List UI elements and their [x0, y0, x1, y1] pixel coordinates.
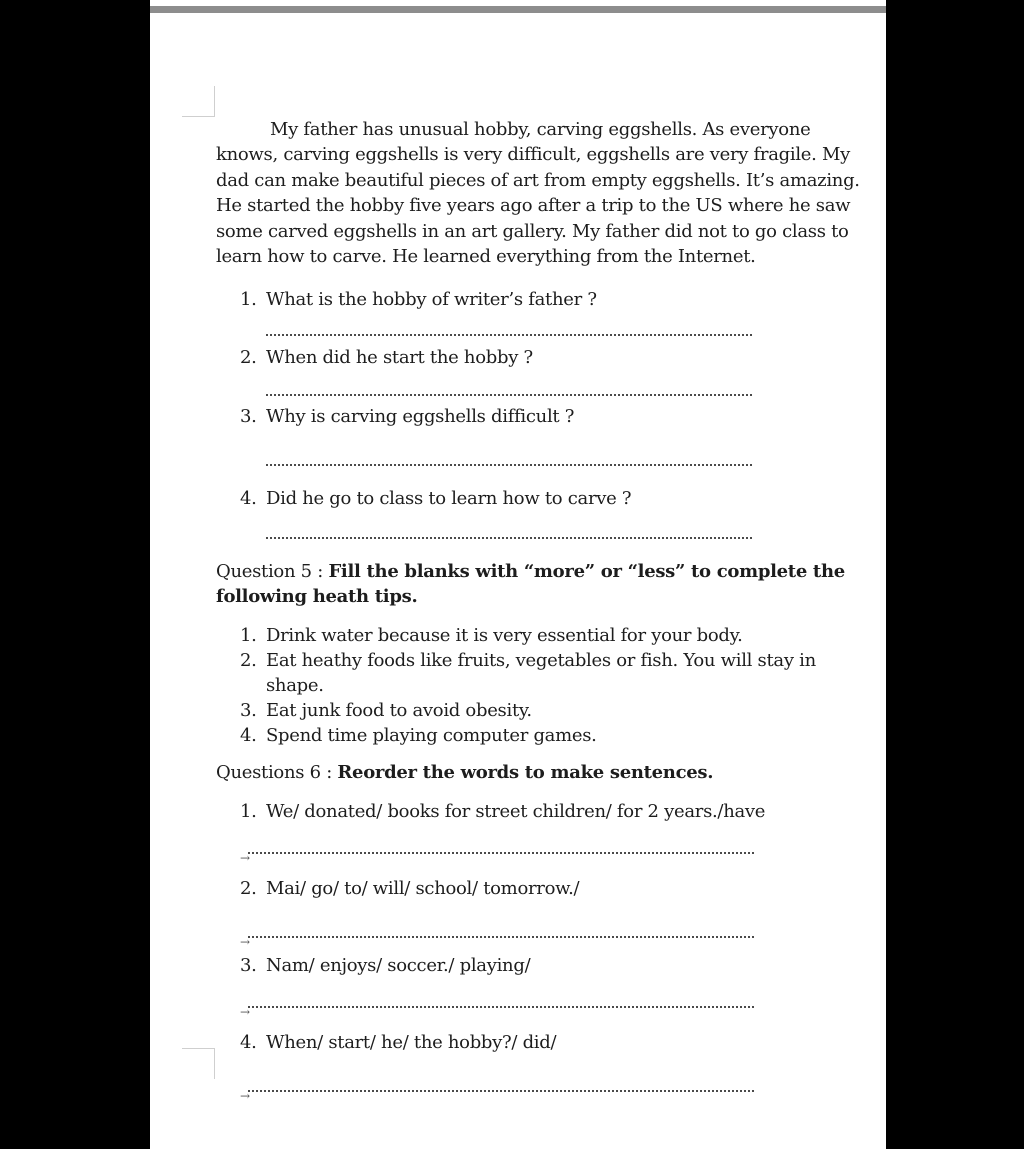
passage-line: learn how to carve. He learned everything from the Internet.	[216, 246, 756, 268]
tip-number: 3.	[240, 700, 257, 722]
question5-instruction: Fill the blanks with “more” or “less” to complete the	[328, 561, 845, 583]
reorder-number: 3.	[240, 955, 257, 977]
margin-corner-mark-bottom	[182, 1048, 215, 1079]
arrow-icon: →	[240, 935, 250, 950]
arrow-icon: →	[240, 851, 250, 866]
page-top-border	[150, 6, 886, 13]
question-text: When did he start the hobby ?	[266, 347, 533, 369]
question-text: Why is carving eggshells difficult ?	[266, 406, 575, 428]
tip-text: Spend time playing computer games.	[266, 725, 597, 747]
tip-text: Drink water because it is very essential for your body.	[266, 625, 743, 647]
tip-item	[216, 698, 884, 723]
question-item	[216, 404, 884, 466]
question6-label: Questions 6 :	[216, 762, 338, 784]
reorder-item	[216, 799, 884, 866]
reorder-text: When/ start/ he/ the hobby?/ did/	[266, 1032, 557, 1054]
tip-text: Eat heathy foods like fruits, vegetables or fish. You will stay in	[266, 650, 816, 672]
answer-line[interactable]	[266, 334, 752, 336]
answer-line[interactable]	[266, 537, 752, 539]
tip-item	[216, 723, 884, 748]
reorder-item	[216, 953, 884, 1020]
answer-line[interactable]	[248, 936, 754, 938]
reorder-questions	[216, 799, 884, 1104]
tip-number: 4.	[240, 725, 257, 747]
comprehension-questions	[216, 287, 884, 539]
passage-line: He started the hobby five years ago after a trip to the US where he saw	[216, 195, 851, 217]
answer-line[interactable]	[266, 464, 752, 466]
answer-line[interactable]	[248, 1090, 754, 1092]
tip-text-cont: shape.	[266, 675, 324, 697]
tip-item	[216, 623, 884, 648]
reorder-item	[216, 876, 884, 950]
tip-text: Eat junk food to avoid obesity.	[266, 700, 532, 722]
passage-line: knows, carving eggshells is very difficult, eggshells are very fragile. My	[216, 144, 850, 166]
question-item	[216, 486, 884, 539]
tip-number: 2.	[240, 650, 257, 672]
margin-corner-mark-top	[182, 86, 215, 117]
reorder-text: We/ donated/ books for street children/ for 2 years./have	[266, 801, 766, 823]
question5-instruction-cont: following heath tips.	[216, 586, 418, 608]
reading-passage	[216, 117, 884, 269]
question-number: 1.	[240, 289, 257, 311]
reorder-number: 4.	[240, 1032, 257, 1054]
question-text: What is the hobby of writer’s father ?	[266, 289, 597, 311]
question6-heading	[216, 760, 884, 785]
question5-label: Question 5 :	[216, 561, 329, 583]
question-number: 3.	[240, 406, 257, 428]
question-number: 2.	[240, 347, 257, 369]
question6-instruction: Reorder the words to make sentences.	[337, 762, 714, 784]
passage-line: dad can make beautiful pieces of art from empty eggshells. It’s amazing.	[216, 169, 860, 191]
question-text: Did he go to class to learn how to carve ?	[266, 488, 632, 510]
arrow-icon: →	[240, 1089, 250, 1104]
tip-item	[216, 648, 884, 698]
reorder-number: 1.	[240, 801, 257, 823]
passage-line: My father has unusual hobby, carving eggshells. As everyone	[270, 119, 811, 140]
health-tips-list	[216, 623, 884, 748]
document-page	[150, 0, 886, 1149]
arrow-icon: →	[240, 1005, 250, 1020]
reorder-text: Nam/ enjoys/ soccer./ playing/	[266, 955, 531, 977]
question5-heading	[216, 559, 884, 609]
question-number: 4.	[240, 488, 257, 510]
answer-line[interactable]	[266, 394, 752, 396]
reorder-item	[216, 1030, 884, 1104]
worksheet-content	[216, 117, 884, 1104]
answer-line[interactable]	[248, 852, 754, 854]
reorder-text: Mai/ go/ to/ will/ school/ tomorrow./	[266, 878, 580, 900]
answer-line[interactable]	[248, 1006, 754, 1008]
tip-number: 1.	[240, 625, 257, 647]
reorder-number: 2.	[240, 878, 257, 900]
question-item	[216, 345, 884, 396]
passage-line: some carved eggshells in an art gallery. My father did not to go class to	[216, 220, 849, 242]
question-item	[216, 287, 884, 336]
